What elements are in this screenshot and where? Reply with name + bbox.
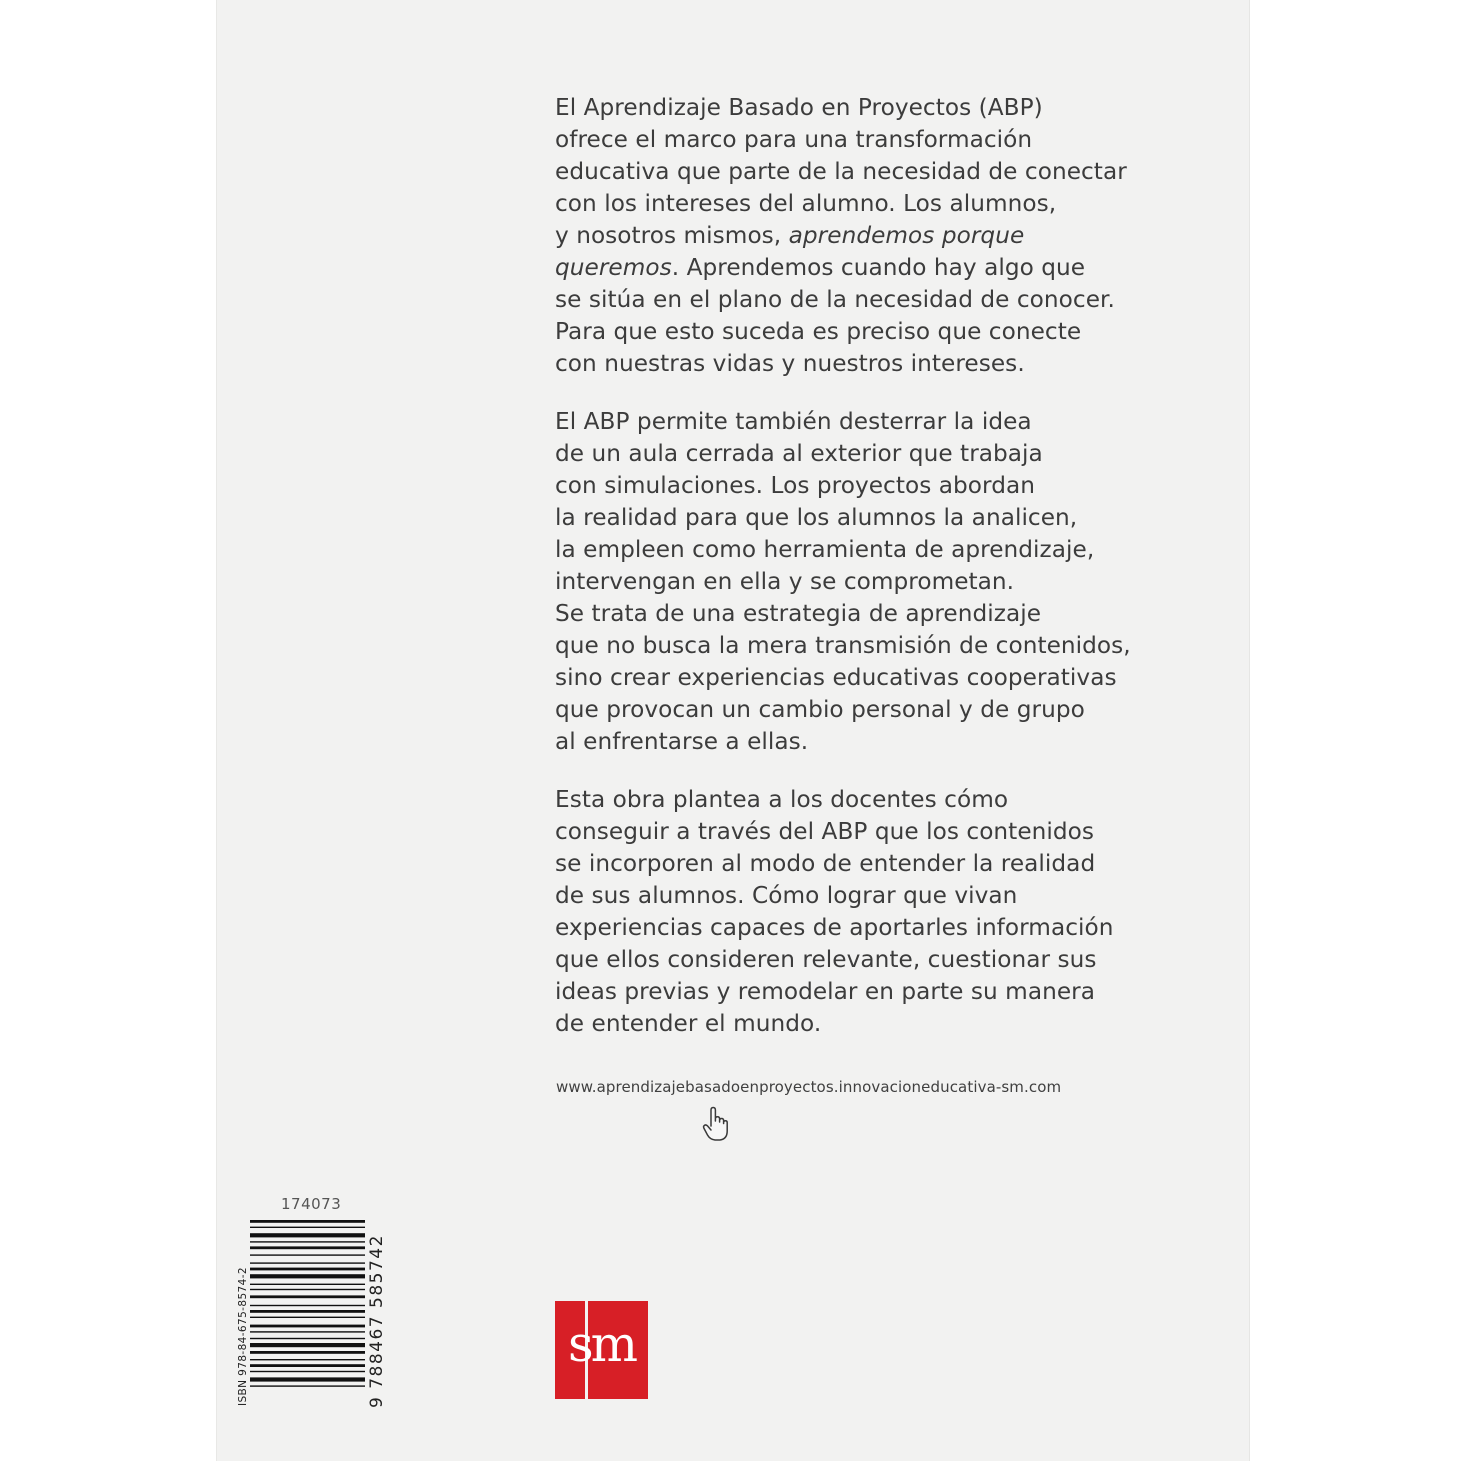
barcode-bar [250,1295,365,1298]
hand-pointer-icon [701,1106,731,1142]
paragraph-line: ideas previas y remodelar en parte su manera [555,978,1095,1005]
paragraph-line: al enfrentarse a ellas. [555,728,809,755]
barcode-bar [250,1325,365,1328]
barcode-bar [250,1262,365,1263]
paragraph-line: que provocan un cambio personal y de grupo [555,696,1085,723]
barcode-bar [250,1377,365,1381]
emphasis-text: aprendemos porque [788,222,1025,249]
barcode-bar [250,1343,365,1347]
barcode-bar [250,1310,365,1313]
barcode-bar [250,1289,365,1290]
paragraph-line: conseguir a través del ABP que los contenidos [555,818,1095,845]
paragraph-line: intervengan en ella y se comprometan. [555,568,1015,595]
barcode-bar [250,1268,365,1271]
paragraph-line: ofrece el marco para una transformación [555,126,1033,153]
paragraph-line: El Aprendizaje Basado en Proyectos (ABP) [555,94,1043,121]
paragraph-line: la empleen como herramienta de aprendizaje, [555,536,1095,563]
barcode-bar [250,1331,365,1332]
barcode-bar [250,1364,365,1367]
paragraph-line: educativa que parte de la necesidad de conectar [555,158,1127,185]
barcode-bar [250,1220,365,1223]
paragraph-line: la realidad para que los alumnos la analicen, [555,504,1078,531]
isbn-text: ISBN 978-84-675-8574-2 [237,1267,249,1406]
description-paragraph-2 [555,406,1131,758]
paragraph-line: Esta obra plantea a los docentes cómo [555,786,1009,813]
paragraph-line: se incorporen al modo de entender la realidad [555,850,1096,877]
barcode-bar [250,1385,365,1386]
barcode-bar [250,1305,365,1306]
paragraph-line: sino crear experiencias educativas cooperativas [555,664,1117,691]
paragraph-line: El ABP permite también desterrar la idea [555,408,1032,435]
description-paragraph-1 [555,92,1127,380]
paragraph-line: con los intereses del alumno. Los alumnos, [555,190,1057,217]
barcode-bar [250,1284,365,1285]
paragraph-line: de entender el mundo. [555,1010,822,1037]
barcode-bar [250,1246,365,1249]
paragraph-line: con simulaciones. Los proyectos abordan [555,472,1035,499]
paragraph-line: se sitúa en el plano de la necesidad de conocer. [555,286,1115,313]
product-code: 174073 [281,1195,342,1213]
website-link[interactable]: www.aprendizajebasadoenproyectos.innovacioneducativa-sm.com [556,1078,1062,1096]
barcode-bar [250,1254,365,1255]
barcode-bar [250,1359,365,1360]
paragraph-line: de sus alumnos. Cómo lograr que vivan [555,882,1018,909]
paragraph-line: que ellos consideren relevante, cuestionar sus [555,946,1097,973]
paragraph-line: Para que esto suceda es preciso que conecte [555,318,1082,345]
barcode-bar [250,1338,365,1339]
barcode-bar [250,1227,365,1228]
barcode-digits: 9 788467 585742 [367,1234,387,1408]
isbn-barcode [228,1218,388,1408]
paragraph-line: queremos. Aprendemos cuando hay algo que [555,254,1086,281]
description-paragraph-3 [555,784,1113,1040]
barcode-bar [250,1371,365,1372]
barcode-bar [250,1351,365,1354]
paragraph-line: experiencias capaces de aportarles información [555,914,1114,941]
barcode-bar [250,1233,365,1237]
barcode-bar [250,1241,365,1242]
barcode-bars [250,1220,365,1387]
paragraph-line: que no busca la mera transmisión de contenidos, [555,632,1131,659]
publisher-logo-text: sm [567,1315,636,1373]
paragraph-line: de un aula cerrada al exterior que trabaja [555,440,1043,467]
paragraph-line: Se trata de una estrategia de aprendizaje [555,600,1042,627]
emphasis-text: queremos [555,254,672,281]
publisher-logo [555,1301,648,1399]
paragraph-line: con nuestras vidas y nuestros intereses. [555,350,1025,377]
barcode-bar [250,1317,365,1318]
paragraph-line: y nosotros mismos, aprendemos porque [555,222,1025,249]
barcode-bar [250,1274,365,1278]
